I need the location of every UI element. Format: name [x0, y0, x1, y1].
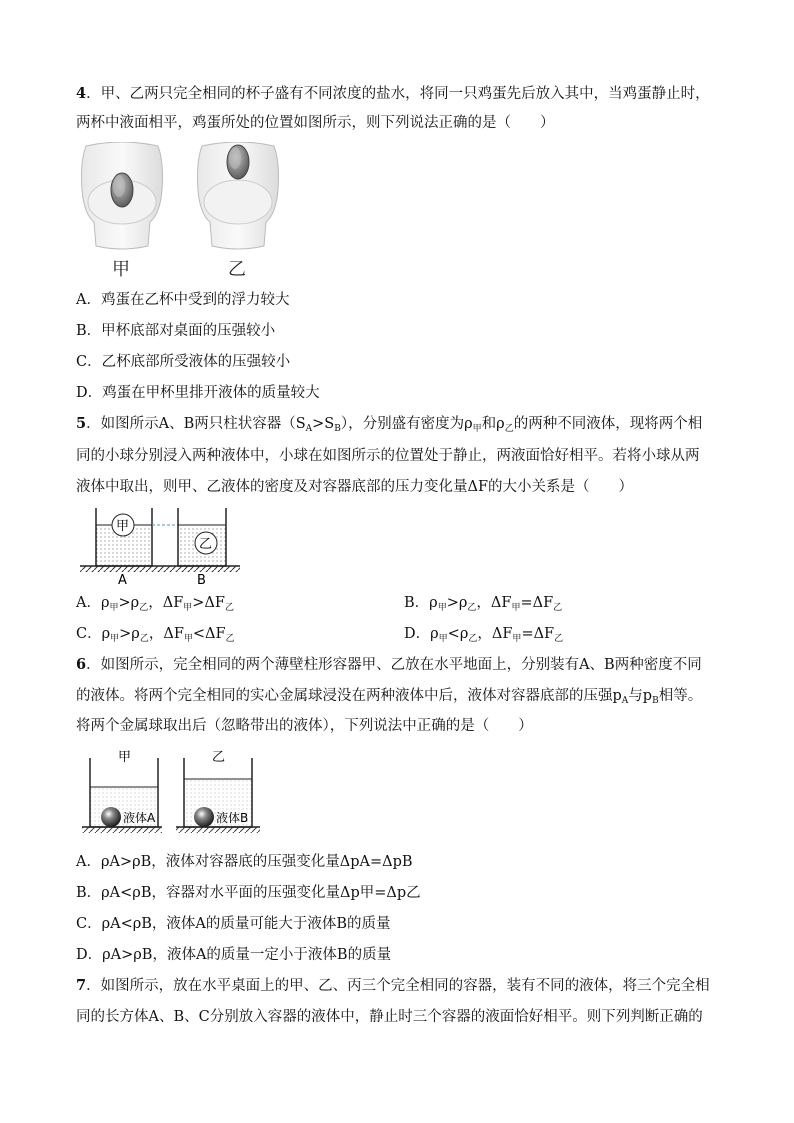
q6-line-1: 6．如图所示，完全相同的两个薄壁柱形容器甲、乙放在水平地面上，分别装有A、B两种密度不同 — [76, 656, 702, 673]
cup-yi — [198, 142, 279, 249]
q7-line-2: 同的长方体A、B、C分别放入容器的液体中，静止时三个容器的液面恰好相平。则下列判断正确的 — [76, 1009, 703, 1025]
q4-label-yi: 乙 — [228, 259, 246, 280]
q5-container-label-b: B — [197, 573, 206, 586]
q4-line-2: 两杯中液面相平，鸡蛋所处的位置如图所示，则下列说法正确的是（ ） — [76, 115, 555, 131]
q5-ball-label-jia: 甲 — [116, 519, 130, 534]
q5-option-c: C．$\rho_甲>\rho_乙$，$\Delta F_甲<\Delta F_乙$ — [76, 626, 235, 644]
q6-option-c: C．ρA<ρB，液体A的质量可能大于液体B的质量 — [76, 916, 391, 932]
q4-option-a: A．鸡蛋在乙杯中受到的浮力较大 — [76, 292, 290, 308]
q5-line-1: 5．如图所示A、B两只柱状容器$(S_A>S_B)$，分别盛有密度为$\rho_甲$和$\rho_乙$的两种不同液体，现将两个相 — [76, 415, 703, 434]
q7-line-1: 7．如图所示，放在水平桌面上的甲、乙、丙三个完全相同的容器，装有不同的液体，将三个完全相 — [76, 977, 710, 994]
q6-container-label-yi: 乙 — [212, 750, 226, 765]
q6-container-label-jia: 甲 — [118, 750, 132, 765]
q5-ball-label-yi: 乙 — [199, 537, 213, 552]
q6-option-a: A．ρA>ρB，液体对容器底的压强变化量ΔpA=ΔpB — [76, 854, 413, 870]
q6-option-b: B．ρA<ρB，容器对水平面的压强变化量Δp甲=Δp乙 — [76, 885, 421, 901]
q4-option-d: D．鸡蛋在甲杯里排开液体的质量较大 — [76, 385, 320, 401]
q5-number: 5 — [76, 415, 87, 432]
q6-number: 6 — [76, 656, 87, 673]
q4-line-1: 4．甲、乙两只完全相同的杯子盛有不同浓度的盐水，将同一只鸡蛋先后放入其中，当鸡蛋静止时， — [76, 85, 710, 102]
q5-figure-containers — [76, 504, 246, 586]
q5-option-a: A．$\rho_甲>\rho_乙$，$\Delta F_甲>\Delta F_乙$ — [76, 595, 234, 613]
q6-figure-containers — [78, 748, 270, 836]
q6-liquid-label-b: 液体B — [216, 811, 249, 825]
q6-line-2: 的液体。将两个完全相同的实心金属球浸没在两种液体中后，液体对容器底部的压强$p_A$与$p_B$相等。 — [76, 688, 703, 706]
cup-jia — [82, 142, 163, 249]
q6-option-d: D．ρA>ρB，液体A的质量一定小于液体B的质量 — [76, 947, 392, 963]
q5-container-label-a: A — [118, 573, 127, 586]
q6-liquid-label-a: 液体A — [123, 811, 156, 825]
q4-option-c: C．乙杯底部所受液体的压强较小 — [76, 354, 291, 370]
q5-option-d: D．$\rho_甲<\rho_乙$，$\Delta F_甲=\Delta F_乙$ — [404, 626, 564, 644]
q5-line-3: 液体中取出，则甲、乙液体的密度及对容器底部的压力变化量ΔF的大小关系是（ ） — [76, 479, 634, 495]
q5-line-2: 同的小球分别浸入两种液体中，小球在如图所示的位置处于静止，两液面恰好相平。若将小球从两 — [76, 448, 700, 464]
q4-option-b: B．甲杯底部对桌面的压强较小 — [76, 323, 276, 339]
q6-line-3: 将两个金属球取出后（忽略带出的液体），下列说法中正确的是（ ） — [76, 718, 533, 734]
q4-figure-cups — [78, 142, 283, 282]
q4-label-jia: 甲 — [112, 259, 130, 280]
q5-option-b: B．$\rho_甲>\rho_乙$，$\Delta F_甲=\Delta F_乙$ — [404, 595, 563, 613]
q4-number: 4 — [76, 85, 87, 102]
q7-number: 7 — [76, 977, 87, 994]
